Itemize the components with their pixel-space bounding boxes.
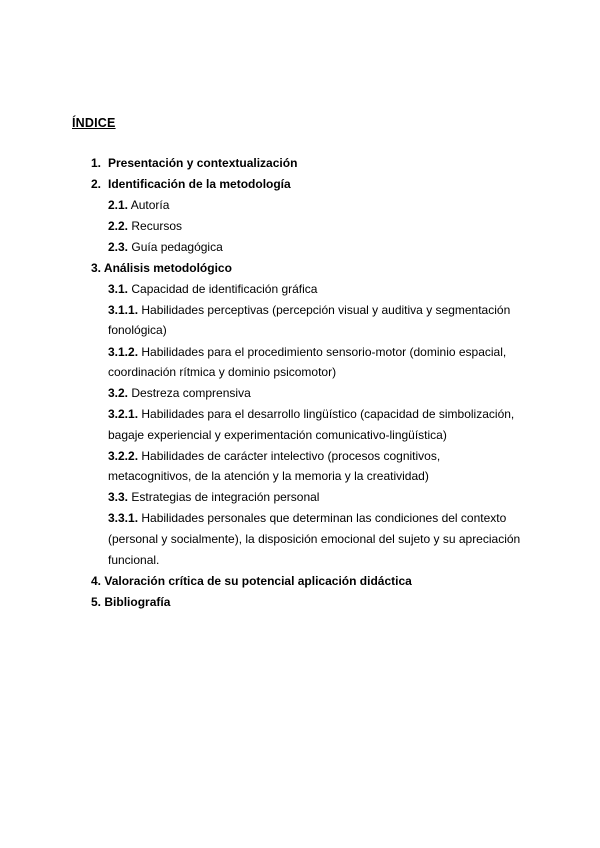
- toc-item-number: 5.: [91, 595, 102, 609]
- toc-item-continuation: (personal y socialmente), la disposición emocional del sujeto y su apreciación: [108, 532, 521, 546]
- toc-item-3-1-2: [108, 344, 506, 360]
- toc-item-4: [91, 573, 412, 589]
- toc-item-text: Habilidades de carácter intelectivo (procesos cognitivos,: [141, 449, 441, 463]
- toc-item-number: 3.: [91, 261, 102, 275]
- toc-item-number: 1.: [91, 156, 102, 170]
- toc-item-text: Guía pedagógica: [131, 240, 223, 254]
- toc-item-3-2: [108, 385, 251, 401]
- toc-item-3-1-1: [108, 302, 510, 318]
- toc-item-text: Bibliografía: [104, 595, 171, 609]
- toc-item-continuation: funcional.: [108, 553, 160, 567]
- toc-item-text: Valoración crítica de su potencial aplicación didáctica: [104, 574, 412, 588]
- toc-item-3-3: [108, 489, 319, 505]
- toc-item-number: 2.2.: [108, 219, 129, 233]
- toc-item-text: Identificación de la metodología: [108, 177, 291, 191]
- toc-item-number: 4.: [91, 574, 102, 588]
- toc-item-continuation: metacognitivos, de la atención y la memoria y la creatividad): [108, 469, 429, 483]
- toc-item-number: 3.2.: [108, 386, 129, 400]
- toc-item-text: Habilidades perceptivas (percepción visual y auditiva y segmentación: [141, 303, 511, 317]
- toc-item-number: 3.3.1.: [108, 511, 139, 525]
- toc-item-number: 2.: [91, 177, 102, 191]
- toc-item-number: 3.2.2.: [108, 449, 139, 463]
- toc-item-continuation: bagaje experiencial y experimentación comunicativo-lingüística): [108, 428, 447, 442]
- toc-item-text: Habilidades para el desarrollo lingüístico (capacidad de simbolización,: [141, 407, 515, 421]
- toc-item-text: Recursos: [131, 219, 183, 233]
- toc-item-2-1: [108, 197, 169, 213]
- toc-item-number: 3.3.: [108, 490, 129, 504]
- toc-item-1: [91, 155, 297, 171]
- toc-item-number: 2.3.: [108, 240, 129, 254]
- toc-item-text: Estrategias de integración personal: [131, 490, 320, 504]
- toc-item-5: [91, 594, 170, 610]
- toc-item-text: Destreza comprensiva: [131, 386, 251, 400]
- toc-item-number: 3.1.: [108, 282, 129, 296]
- toc-item-text: Capacidad de identificación gráfica: [131, 282, 318, 296]
- toc-item-3-2-2: [108, 448, 440, 464]
- toc-item-number: 2.1.: [108, 198, 129, 212]
- toc-item-2-2: [108, 218, 182, 234]
- toc-item-3-1: [108, 281, 317, 297]
- toc-item-number: 3.1.2.: [108, 345, 139, 359]
- toc-item-continuation: fonológica): [108, 323, 167, 337]
- toc-item-number: 3.2.1.: [108, 407, 139, 421]
- toc-item-3-2-1: [108, 406, 514, 422]
- toc-item-text: Habilidades personales que determinan las condiciones del contexto: [141, 511, 507, 525]
- toc-item-3-3-1: [108, 510, 506, 526]
- toc-item-text: Habilidades para el procedimiento sensorio-motor (dominio espacial,: [141, 345, 507, 359]
- toc-item-continuation: coordinación rítmica y dominio psicomotor): [108, 365, 337, 379]
- toc-item-number: 3.1.1.: [108, 303, 139, 317]
- toc-item-text: Autoría: [130, 198, 170, 212]
- toc-item-2-3: [108, 239, 223, 255]
- page-title: ÍNDICE: [72, 116, 116, 130]
- toc-item-text: Análisis metodológico: [103, 261, 232, 275]
- toc-item-2: [91, 176, 291, 192]
- toc-item-text: Presentación y contextualización: [108, 156, 298, 170]
- toc-item-3: [91, 260, 232, 276]
